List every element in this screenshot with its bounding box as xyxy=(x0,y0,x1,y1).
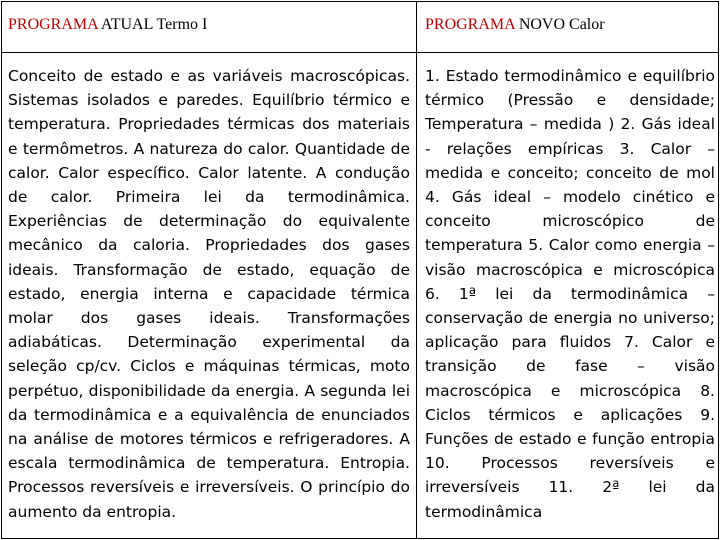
header-new-program-rest: NOVO Calor xyxy=(514,16,605,33)
header-current-program-rest: ATUAL Termo I xyxy=(97,16,208,33)
column-divider xyxy=(416,2,417,538)
comparison-table xyxy=(1,1,719,539)
header-new-program-accent: PROGRAMA xyxy=(425,16,515,33)
header-current-program-accent: PROGRAMA xyxy=(8,16,98,33)
header-divider xyxy=(2,52,718,53)
header-new-program xyxy=(425,16,605,34)
new-program-content: 1. Estado termodinâmico e equilíbrio térmico (Pressão e densidade; Temperatura – medida ) 2. Gás ideal - relações empíricas 3. Calor – medida e conceito; conceito de mol 4. Gás ideal – modelo cinético e conceito microscópico de temperatura 5. Calor como energia – visão macroscópica e microscópica 6. 1ª lei da termodinâmica – conservação de energia no universo; aplicação para fluidos 7. Calor e transição de fase – visão macroscópica e microscópica 8. Ciclos térmicos e aplicações 9. Funções de estado e função entropia 10. Processos reversíveis e irreversíveis 11. 2ª lei da termodinâmica xyxy=(425,67,715,521)
current-program-content: Conceito de estado e as variáveis macroscópicas. Sistemas isolados e paredes. Equilíbrio térmico e temperatura. Propriedades térmicas dos materiais e termômetros. A natureza do calor. Quantidade de calor. Calor específico. Calor latente. A condução de calor. Primeira lei da termodinâmica. Experiências de determinação do equivalente mecânico da caloria. Propriedades dos gases ideais. Transformação de estado, equação de estado, energia interna e capacidade térmica molar dos gases ideais. Transformações adiabáticas. Determinação experimental da seleção cp/cv. Ciclos e máquinas térmicas, moto perpétuo, disponibilidade da energia. A segunda lei da termodinâmica e a equivalência de enunciados na análise de motores térmicos e refrigeradores. A escala termodinâmica de temperatura. Entropia. Processos reversíveis e irreversíveis. O princípio do aumento da entropia. xyxy=(8,67,410,521)
header-current-program xyxy=(8,16,207,34)
